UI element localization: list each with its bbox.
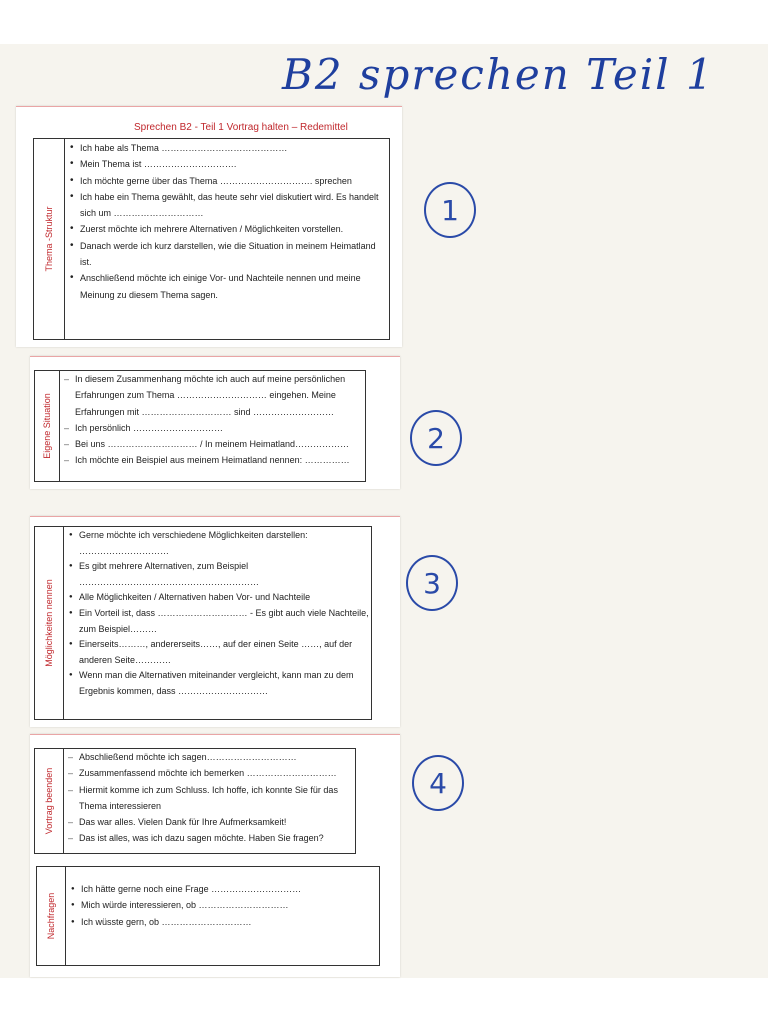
list-item: • Danach werde ich kurz darstellen, wie die Situation in meinem Heimatland ist. <box>68 238 389 271</box>
section-content <box>67 749 355 853</box>
list-item: ● Mich würde interessieren, ob ………………………… <box>69 897 379 913</box>
section-box-thema-struktur <box>33 138 390 340</box>
section-label-cell <box>35 527 64 719</box>
section-label: Möglichkeiten nennen <box>44 579 54 667</box>
handwritten-number-2: 2 <box>410 410 462 466</box>
section-content <box>67 527 371 719</box>
handwritten-number-4: 4 <box>412 755 464 811</box>
list-item: • Ich habe als Thema …………………………………… <box>68 140 389 156</box>
list-item: • Ich möchte gerne über das Thema …………………………. sprechen <box>68 173 389 189</box>
list-item: – Das ist alles, was ich dazu sagen möchte. Haben Sie fragen? <box>67 830 355 846</box>
section-label: Nachfragen <box>46 892 56 940</box>
section-content <box>63 371 365 481</box>
list-item: – Abschließend möchte ich sagen………………………… <box>67 749 355 765</box>
section-label-cell <box>37 867 66 965</box>
list-item: ● Einerseits………, andererseits……, auf der einen Seite ……, auf der anderen Seite………… <box>67 637 371 668</box>
section-box-eigene-situation <box>34 370 366 482</box>
section-content <box>69 867 379 965</box>
list-item: • Mein Thema ist …………………………. <box>68 156 389 172</box>
section-label: Eigene Situation <box>42 393 52 459</box>
section-label-cell <box>35 371 60 481</box>
handwritten-number-3: 3 <box>406 555 458 611</box>
section-label: Thema -Struktur <box>44 206 54 272</box>
list-item: ● Gerne möchte ich verschiedene Möglichkeiten darstellen: ………………………… <box>67 528 371 559</box>
section-label-cell <box>35 749 64 853</box>
list-item: – Das war alles. Vielen Dank für Ihre Aufmerksamkeit! <box>67 814 355 830</box>
list-item: ● Ein Vorteil ist, dass ………………………… - Es gibt auch viele Nachteile, zum Beispiel……… <box>67 606 371 637</box>
section-label: Vortrag beenden <box>44 767 54 835</box>
sheet-title: Sprechen B2 - Teil 1 Vortrag halten – Redemittel <box>134 122 348 133</box>
section-box-moeglichkeiten <box>34 526 372 720</box>
list-item: ● Es gibt mehrere Alternativen, zum Beispiel …………………………………………………… <box>67 559 371 590</box>
list-item: ● Wenn man die Alternativen miteinander vergleicht, kann man zu dem Ergebnis kommen, dass ………………………… <box>67 668 371 699</box>
list-item: ● Alle Möglichkeiten / Alternativen haben Vor- und Nachteile <box>67 590 371 606</box>
list-item: – In diesem Zusammenhang möchte ich auch auf meine persönlichen Erfahrungen zum Thema ………………………… eingehen. Meine Erfahrungen mit ………………………… sind ……………………… <box>63 371 365 420</box>
handwritten-title: B2 sprechen Teil 1 <box>282 50 715 99</box>
handwritten-number-1: 1 <box>424 182 476 238</box>
list-item: – Ich persönlich ………………………… <box>63 420 365 436</box>
section-box-nachfragen <box>36 866 380 966</box>
list-item: ● Ich wüsste gern, ob ………………………… <box>69 914 379 930</box>
list-item: – Ich möchte ein Beispiel aus meinem Heimatland nennen: …………… <box>63 452 365 468</box>
list-item: – Hiermit komme ich zum Schluss. Ich hoffe, ich konnte Sie für das Thema interessieren <box>67 782 355 815</box>
section-content <box>68 139 389 339</box>
list-item: • Zuerst möchte ich mehrere Alternativen / Möglichkeiten vorstellen. <box>68 221 389 237</box>
section-box-vortrag-beenden <box>34 748 356 854</box>
list-item: – Zusammenfassend möchte ich bemerken ………………………… <box>67 765 355 781</box>
list-item: ● Ich hätte gerne noch eine Frage ………………………… <box>69 881 379 897</box>
list-item: • Anschließend möchte ich einige Vor- und Nachteile nennen und meine Meinung zu diesem Thema sagen. <box>68 270 389 303</box>
section-label-cell <box>34 139 65 339</box>
list-item: – Bei uns ………………………… / In meinem Heimatland……………… <box>63 436 365 452</box>
list-item: • Ich habe ein Thema gewählt, das heute sehr viel diskutiert wird. Es handelt sich um ………………………… <box>68 189 389 222</box>
